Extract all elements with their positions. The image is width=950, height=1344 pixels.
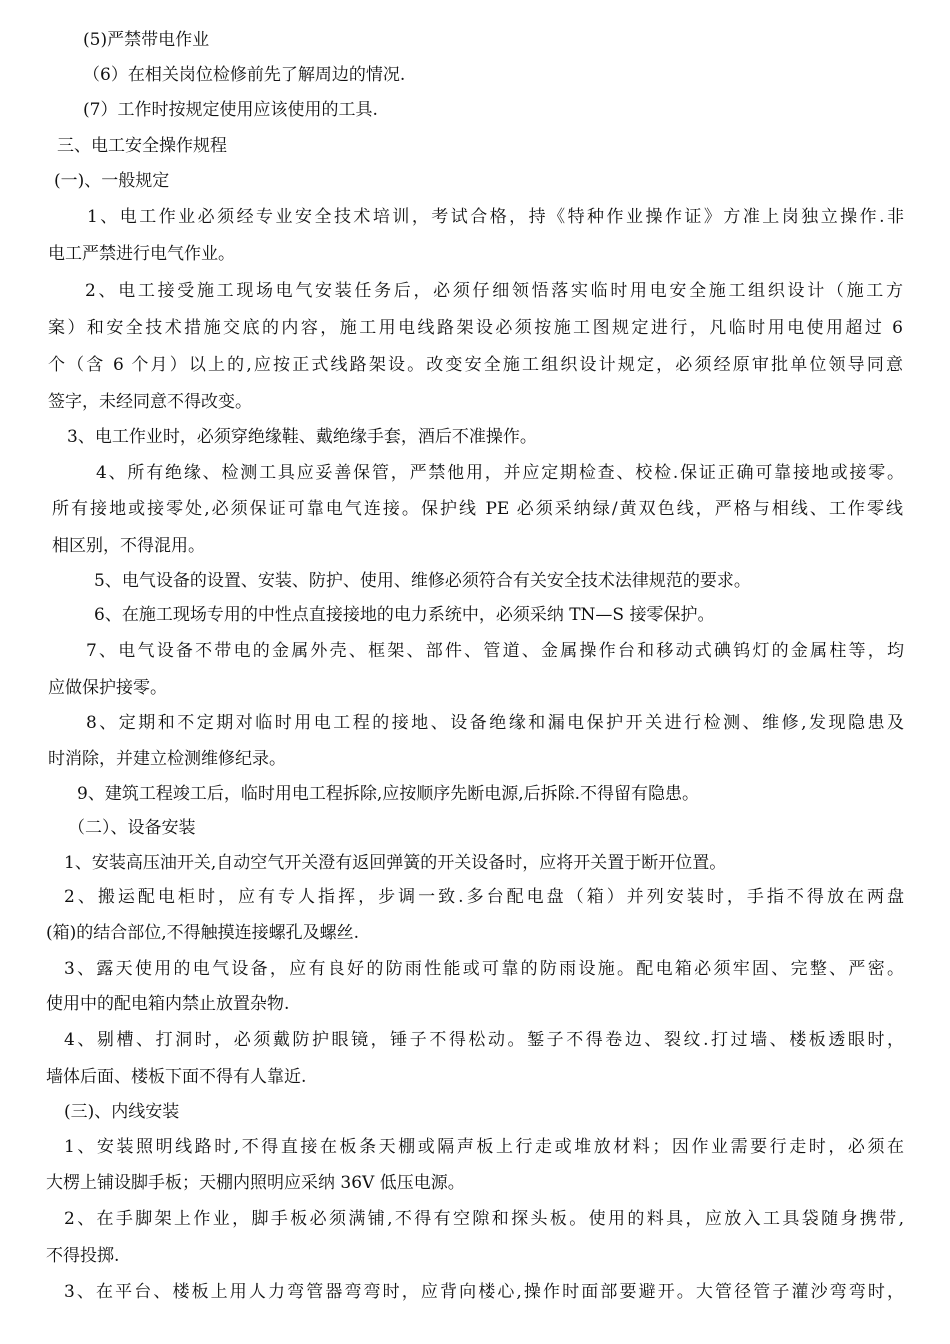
text-line: 4、剔槽、打洞时，必须戴防护眼镜，锤子不得松动。錾子不得卷边、裂纹.打过墙、楼板透眼时， <box>64 1030 904 1050</box>
text-line: (箱)的结合部位,不得触摸连接螺孔及螺丝. <box>46 923 360 943</box>
text-line: 1、电工作业必须经专业安全技术培训，考试合格，持《特种作业操作证》方准上岗独立操作.非 <box>87 207 904 227</box>
text-line: 5、电气设备的设置、安装、防护、使用、维修必须符合有关安全技术法律规范的要求。 <box>94 571 751 591</box>
text-line: 1、安装照明线路时,不得直接在板条天棚或隔声板上行走或堆放材料；因作业需要行走时，必须在 <box>64 1137 904 1157</box>
subsection-heading: (三)、内线安装 <box>64 1102 180 1122</box>
text-line: 3、电工作业时，必须穿绝缘鞋、戴绝缘手套，酒后不准操作。 <box>67 427 537 447</box>
text-line: 2、在手脚架上作业，脚手板必须满铺,不得有空隙和探头板。使用的料具，应放入工具袋随身携带, <box>64 1209 904 1229</box>
text-line: (5)严禁带电作业 <box>83 30 210 50</box>
subsection-heading: （二）、设备安装 <box>68 818 196 838</box>
text-line: 所有接地或接零处,必须保证可靠电气连接。保护线 PE 必须采纳绿/黄双色线，严格与相线、工作零线 <box>52 499 903 519</box>
text-line: (7）工作时按规定使用应该使用的工具. <box>83 100 378 120</box>
text-line: 大楞上铺设脚手板；天棚内照明应采纳 36V 低压电源。 <box>46 1173 465 1193</box>
text-line: 8、定期和不定期对临时用电工程的接地、设备绝缘和漏电保护开关进行检测、维修,发现隐患及 <box>86 713 904 733</box>
text-line: 时消除，并建立检测维修纪录。 <box>48 749 286 769</box>
text-line: 3、露天使用的电气设备，应有良好的防雨性能或可靠的防雨设施。配电箱必须牢固、完整、严密。 <box>64 959 904 979</box>
text-line: 应做保护接零。 <box>48 678 167 698</box>
text-line: 2、搬运配电柜时，应有专人指挥，步调一致.多台配电盘（箱）并列安装时，手指不得放在两盘 <box>64 887 904 907</box>
text-line: 墙体后面、楼板下面不得有人靠近. <box>46 1067 307 1087</box>
text-line: 案）和安全技术措施交底的内容，施工用电线路架设必须按施工图规定进行，凡临时用电使用超过 6 <box>48 318 903 338</box>
text-line: 相区别，不得混用。 <box>52 536 205 556</box>
section-heading: 三、电工安全操作规程 <box>57 136 227 156</box>
text-line: 7、电气设备不带电的金属外壳、框架、部件、管道、金属操作台和移动式碘钨灯的金属柱等，均 <box>86 641 904 661</box>
text-line: 9、建筑工程竣工后，临时用电工程拆除,应按顺序先断电源,后拆除.不得留有隐患。 <box>77 784 700 804</box>
text-line: 不得投掷. <box>46 1246 120 1266</box>
text-line: 2、电工接受施工现场电气安装任务后，必须仔细领悟落实临时用电安全施工组织设计（施工方 <box>85 281 903 301</box>
text-line: 3、在平台、楼板上用人力弯管器弯弯时，应背向楼心,操作时面部要避开。大管径管子灌沙弯弯时， <box>64 1282 904 1302</box>
text-line: 1、安装高压油开关,自动空气开关澄有返回弹簧的开关设备时，应将开关置于断开位置。 <box>64 853 727 873</box>
text-line: 6、在施工现场专用的中性点直接接地的电力系统中，必须采纳 TN—S 接零保护。 <box>94 605 715 625</box>
text-line: 4、所有绝缘、检测工具应妥善保管，严禁他用，并应定期检查、校检.保证正确可靠接地或接零。 <box>96 463 904 483</box>
text-line: 签字，未经同意不得改变。 <box>48 392 252 412</box>
text-line: 使用中的配电箱内禁止放置杂物. <box>46 994 290 1014</box>
subsection-heading: (一)、一般规定 <box>54 171 170 191</box>
text-line: 个（含 6 个月）以上的,应按正式线路架设。改变安全施工组织设计规定，必须经原审批单位领导同意 <box>48 355 903 375</box>
text-line: （6）在相关岗位检修前先了解周边的情况. <box>83 65 406 85</box>
text-line: 电工严禁进行电气作业。 <box>48 244 235 264</box>
